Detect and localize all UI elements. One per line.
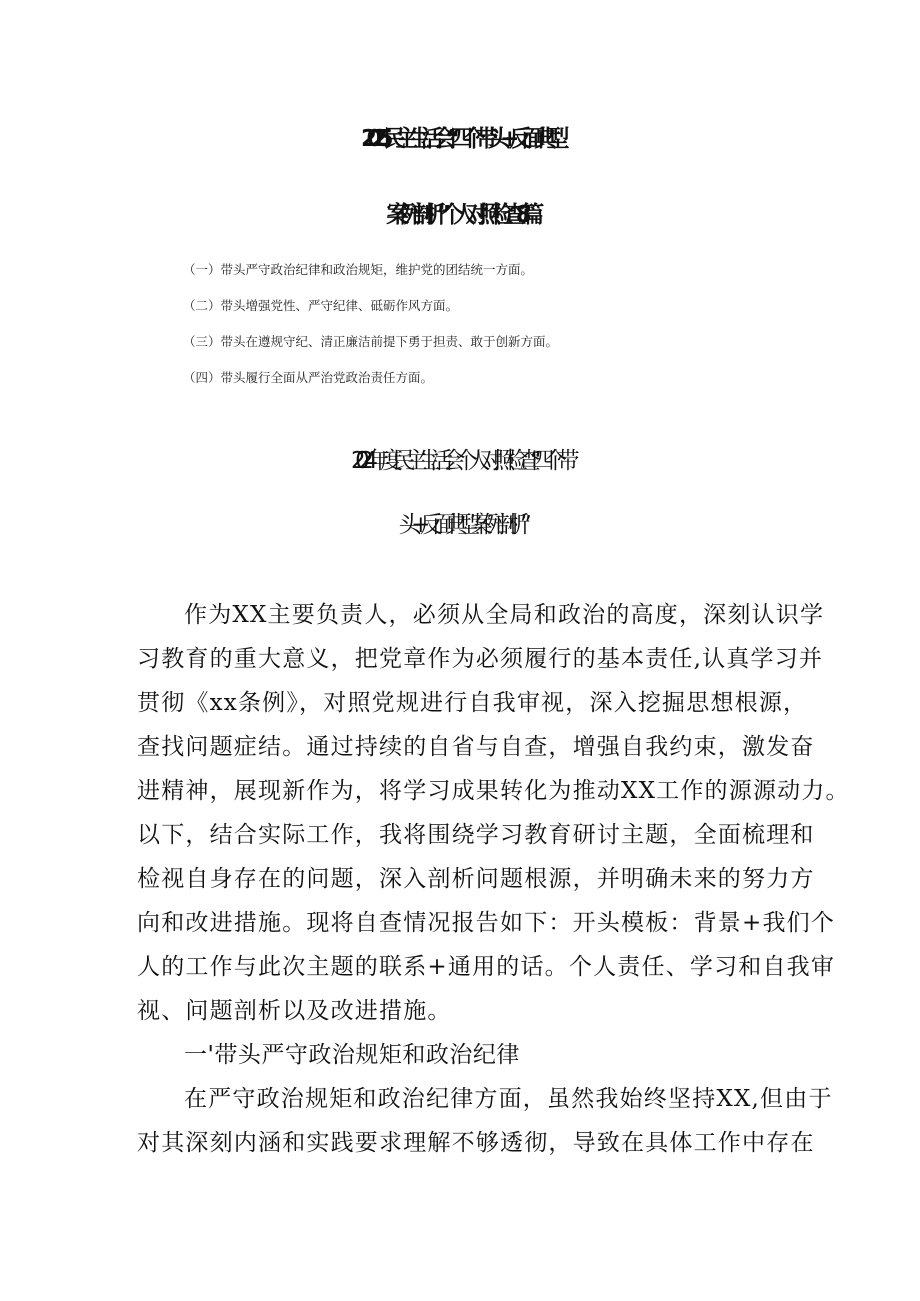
- body-line: 作为XX主要负责人，必须从全局和政治的高度，深刻认识学: [184, 602, 825, 628]
- section-line: 对其深刻内涵和实践要求理解不够透彻，导致在具体工作中存在: [137, 1130, 815, 1156]
- outline-item: （三）带头在遵规守纪、清正廉洁前提下勇于担责、敢于创新方面。: [183, 334, 559, 349]
- outline-item: （四）带头履行全面从严治党政治责任方面。: [183, 370, 434, 385]
- document-title-line-1: 2025民主生活会“四个带头+反面典型: [361, 126, 559, 152]
- outline-list: [183, 258, 558, 402]
- body-line: 查找问题症结。通过持续的自省与自查，增强自我约束，激发奋: [137, 734, 815, 760]
- body-line: 检视自身存在的问题，深入剖析问题根源，并明确未来的努力方: [137, 866, 815, 892]
- outline-item: （二）带头增强党性、严守纪律、砥砺作风方面。: [183, 298, 459, 313]
- body-line: 以下，结合实际工作，我将围绕学习教育研讨主题，全面梳理和: [137, 822, 815, 848]
- body-line: 视、问题剖析以及改进措施。: [137, 998, 452, 1024]
- section-line: 在严守政治规矩和政治纪律方面，虽然我始终坚持XX,但由于: [184, 1086, 833, 1112]
- section-heading: 一'带头严守政治规矩和政治纪律: [184, 1042, 520, 1068]
- body-line: 习教育的重大意义，把党章作为必须履行的基本责任,认真学习并: [137, 646, 824, 672]
- body-line: 进精神，展现新作为，将学习成果转化为推动XX工作的源源动力。: [137, 778, 850, 804]
- body-line: 贯彻《xx条例》，对照党规进行自我审视，深入挖掘思想根源，: [137, 690, 808, 716]
- body-line: 向和改进措施。现将自查情况报告如下：开头模板：背景+我们个: [137, 910, 836, 936]
- document-title-line-2: 案例剖析”个人对照检查8篇: [386, 202, 534, 228]
- body-line: 人的工作与此次主题的联系+通用的话。个人责任、学习和自我审: [137, 954, 836, 980]
- article-title-line-1: 2024年度民主生活会个人对照检查“四个带: [351, 448, 569, 474]
- outline-item: （一）带头严守政治纪律和政治规矩，维护党的团结统一方面。: [183, 262, 534, 277]
- article-title-line-2: 头+反面典型案例剖析”: [398, 512, 522, 538]
